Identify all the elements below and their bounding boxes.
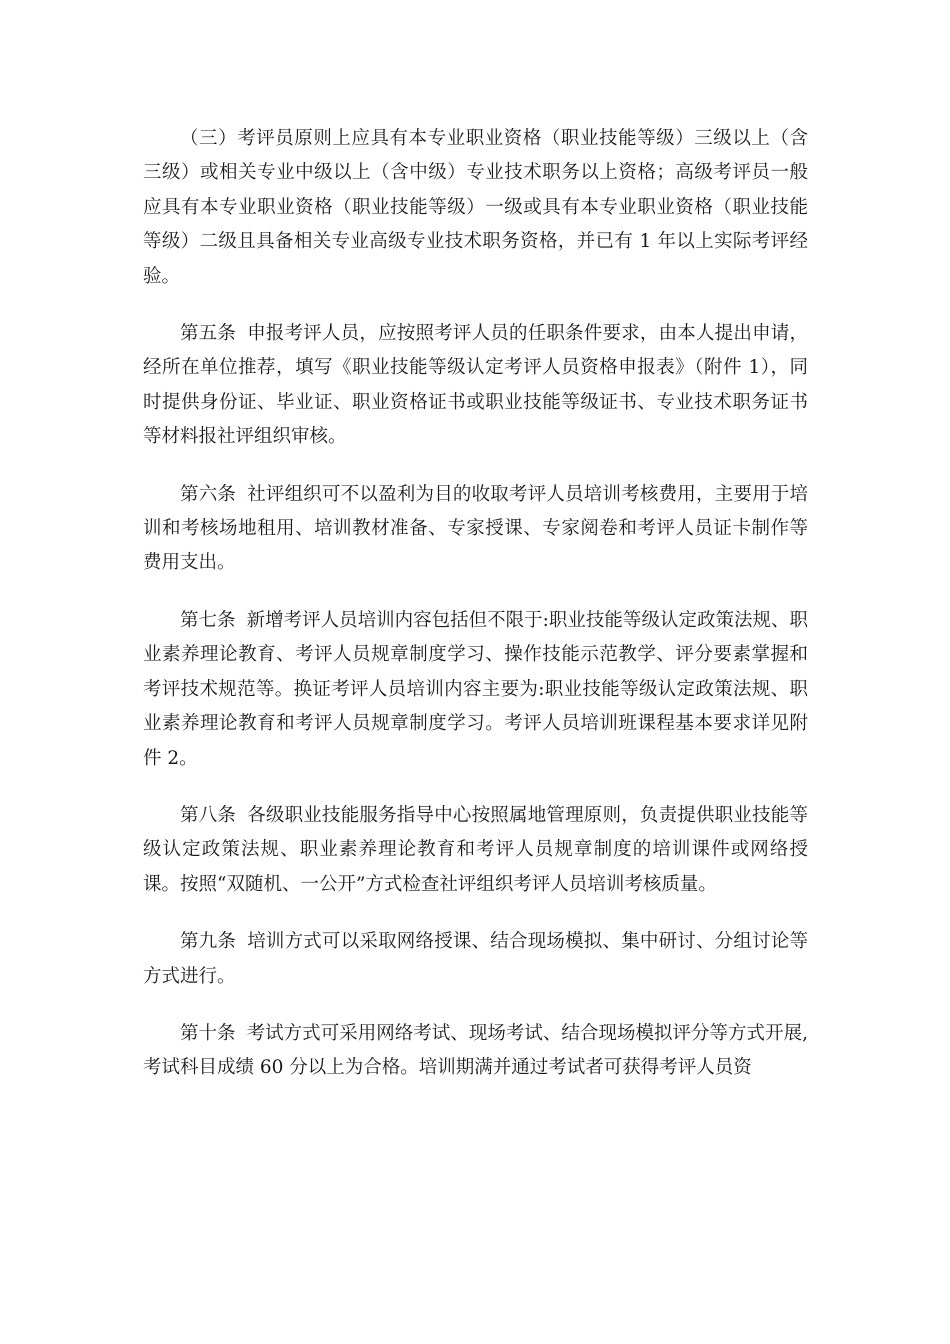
article-number: 第五条 xyxy=(180,323,237,345)
article-10 xyxy=(143,1017,808,1086)
article-number: 第六条 xyxy=(180,483,237,505)
article-text: 各级职业技能服务指导中心按照属地管理原则，负责提供职业技能等级认定政策法规、职业素养理论教育和考评人员规章制度的培训课件或网络授课。按照“双随机、一公开”方式检查社评组织考评人员培训考核质量。 xyxy=(143,804,808,895)
article-text: 社评组织可不以盈利为目的收取考评人员培训考核费用，主要用于培训和考核场地租用、培训教材准备、专家授课、专家阅卷和考评人员证卡制作等费用支出。 xyxy=(143,483,808,574)
paragraph-text: （三）考评员原则上应具有本专业职业资格（职业技能等级）三级以上（含三级）或相关专业中级以上（含中级）专业技术职务以上资格；高级考评员一般应具有本专业职业资格（职业技能等级）一级或具有本专业职业资格（职业技能等级）二级且具备相关专业高级专业技术职务资格，并已有 1 年以上实际考评经验。 xyxy=(143,128,808,287)
paragraph-item-3 xyxy=(143,122,808,294)
article-text: 培训方式可以采取网络授课、结合现场模拟、集中研讨、分组讨论等方式进行。 xyxy=(143,931,808,987)
article-text: 新增考评人员培训内容包括但不限于:职业技能等级认定政策法规、职业素养理论教育、考评人员规章制度学习、操作技能示范教学、评分要素掌握和考评技术规范等。换证考评人员培训内容主要为:职业技能等级认定政策法规、职业素养理论教育和考评人员规章制度学习。考评人员培训班课程基本要求详见附件 2。 xyxy=(143,609,808,769)
document-body xyxy=(143,122,808,1109)
article-8 xyxy=(143,799,808,902)
article-number: 第八条 xyxy=(180,804,237,826)
article-number: 第九条 xyxy=(180,931,237,953)
article-number: 第七条 xyxy=(180,609,236,631)
article-number: 第十条 xyxy=(180,1022,236,1044)
article-7 xyxy=(143,604,808,776)
article-9 xyxy=(143,925,808,994)
article-text: 申报考评人员，应按照考评人员的任职条件要求，由本人提出申请，经所在单位推荐，填写《职业技能等级认定考评人员资格申报表》（附件 1），同时提供身份证、毕业证、职业资格证书或职业技能等级证书、专业技术职务证书等材料报社评组织审核。 xyxy=(143,323,808,448)
article-5 xyxy=(143,317,808,455)
article-6 xyxy=(143,478,808,581)
article-text: 考试方式可采用网络考试、现场考试、结合现场模拟评分等方式开展,考试科目成绩 60 分以上为合格。培训期满并通过考试者可获得考评人员资 xyxy=(143,1022,808,1079)
